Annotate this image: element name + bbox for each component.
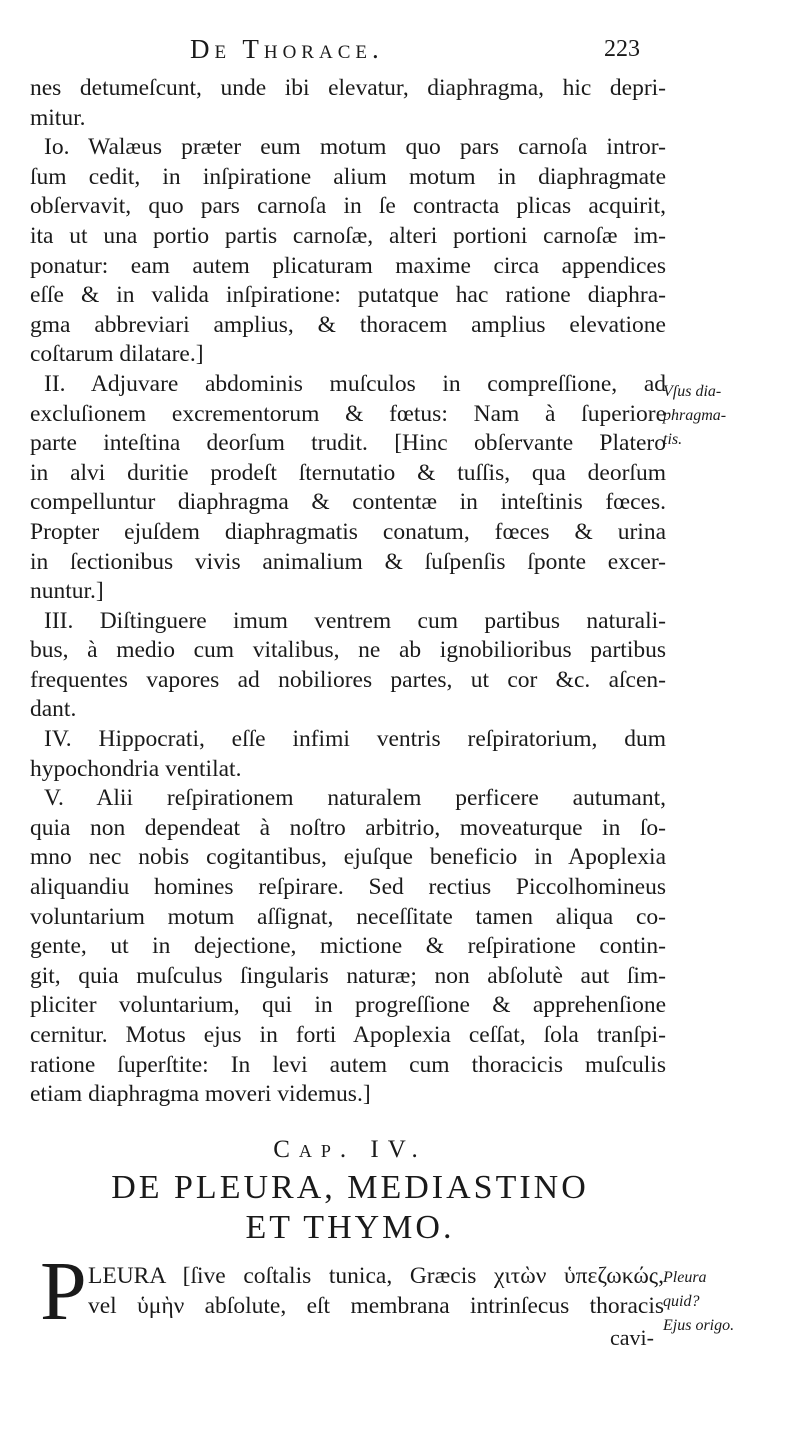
text-line: III. Diſtinguere imum ventrem cum partibus naturali- xyxy=(44,607,666,634)
text-line: dant. xyxy=(30,696,77,723)
text-line: in alvi duritie prodeſt ſternutatio & tuſſis, qua deorſum xyxy=(30,459,666,486)
text-line: vel ὑμὴν abſolute, eſt membrana intrinſecus thoracis xyxy=(88,1292,664,1319)
margin-note-usus: Vſus dia- xyxy=(663,383,722,400)
text-line: etiam diaphragma moveri videmus.] xyxy=(30,1081,371,1108)
text-line: gente, ut in dejectione, mictione & reſpiratione contin- xyxy=(30,933,666,960)
text-line: pliciter voluntarium, qui in progreſſione & apprehenſione xyxy=(30,992,666,1019)
text-line: aliquandiu homines reſpirare. Sed rectius Piccolhomineus xyxy=(30,874,666,901)
text-line: excluſionem excrementorum & fœtus: Nam à ſuperiore xyxy=(30,400,666,427)
margin-note-usus: tis. xyxy=(663,431,683,448)
margin-note-pleura: Pleura xyxy=(663,1269,707,1286)
text-line: obſervavit, quo pars carnoſa in ſe contracta plicas acquirit, xyxy=(30,193,666,220)
text-line: cernitur. Motus ejus in forti Apoplexia ceſſat, ſola tranſpi- xyxy=(30,1022,666,1048)
text-line: compelluntur diaphragma & contentæ in inteſtinis fœces. xyxy=(30,489,666,516)
text-line: voluntarium motum aſſignat, neceſſitate tamen aliqua co- xyxy=(30,903,666,930)
text-line: parte inteſtina deorſum trudit. [Hinc obſervante Platero xyxy=(30,430,666,457)
drop-cap: P xyxy=(40,1245,87,1338)
text-line: nuntur.] xyxy=(30,578,104,605)
text-line: Io. Walæus præter eum motum quo pars carnoſa intror- xyxy=(44,134,666,161)
text-line: in ſectionibus vivis animalium & ſuſpenſis ſponte excer- xyxy=(30,548,666,575)
text-line: V. Alii reſpirationem naturalem perficere autumant, xyxy=(44,785,666,812)
text-line: git, quia muſculus ſingularis naturæ; non abſolutè aut ſim- xyxy=(30,962,666,989)
text-line: eſſe & in valida inſpiratione: putatque hac ratione diaphra- xyxy=(30,282,666,309)
margin-note-pleura: quid? xyxy=(663,1293,700,1310)
catchword: cavi- xyxy=(610,1325,654,1350)
margin-note-usus: phragma- xyxy=(663,407,727,424)
text-line: ſum cedit, in inſpiratione alium motum in diaphragmate xyxy=(30,163,666,190)
text-line: gma abbreviari amplius, & thoracem amplius elevatione xyxy=(30,311,666,338)
margin-note-origo: Ejus origo. xyxy=(663,1317,735,1334)
text-line: nes detumeſcunt, unde ibi elevatur, diaphragma, hic depri- xyxy=(30,75,666,101)
text-line: bus, à medio cum vitalibus, ne ab ignobilioribus partibus xyxy=(30,637,666,664)
text-line: II. Adjuvare abdominis muſculos in compreſſione, ad xyxy=(44,370,666,397)
body-text xyxy=(30,74,666,1110)
text-line: ratione ſuperſtite: In levi autem cum thoracicis muſculis xyxy=(30,1051,666,1078)
chapter-title: DE PLEURA, MEDIASTINO xyxy=(111,1169,589,1206)
text-line: ita ut una portio partis carnoſæ, alteri portioni carnoſæ im- xyxy=(30,222,666,249)
running-head: De Thorace. xyxy=(190,34,384,64)
chapter-number: Cap. IV. xyxy=(273,1136,427,1163)
text-line: mno nec nobis cogitantibus, ejuſque beneficio in Apoplexia xyxy=(30,844,666,871)
text-line: coſtarum dilatare.] xyxy=(30,341,204,368)
text-line: quia non dependeat à noſtro arbitrio, moveaturque in ſo- xyxy=(30,814,666,841)
page-number: 223 xyxy=(604,36,640,62)
text-line: Propter ejuſdem diaphragmatis conatum, fœces & urina xyxy=(30,518,666,545)
text-line: mitur. xyxy=(30,104,86,131)
text-line: IV. Hippocrati, eſſe infimi ventris reſpiratorium, dum xyxy=(44,726,666,753)
text-line: frequentes vapores ad nobiliores partes, ut cor &c. aſcen- xyxy=(30,666,666,693)
text-line: LEURA [ſive coſtalis tunica, Græcis χιτὼν ὑπεζωκώς, xyxy=(88,1263,664,1289)
first-paragraph xyxy=(88,1262,664,1321)
text-line: hypochondria ventilat. xyxy=(30,755,242,782)
chapter-title: ET THYMO. xyxy=(245,1209,455,1246)
text-line: ponatur: eam autem plicaturam maxime circa appendices xyxy=(30,252,666,279)
